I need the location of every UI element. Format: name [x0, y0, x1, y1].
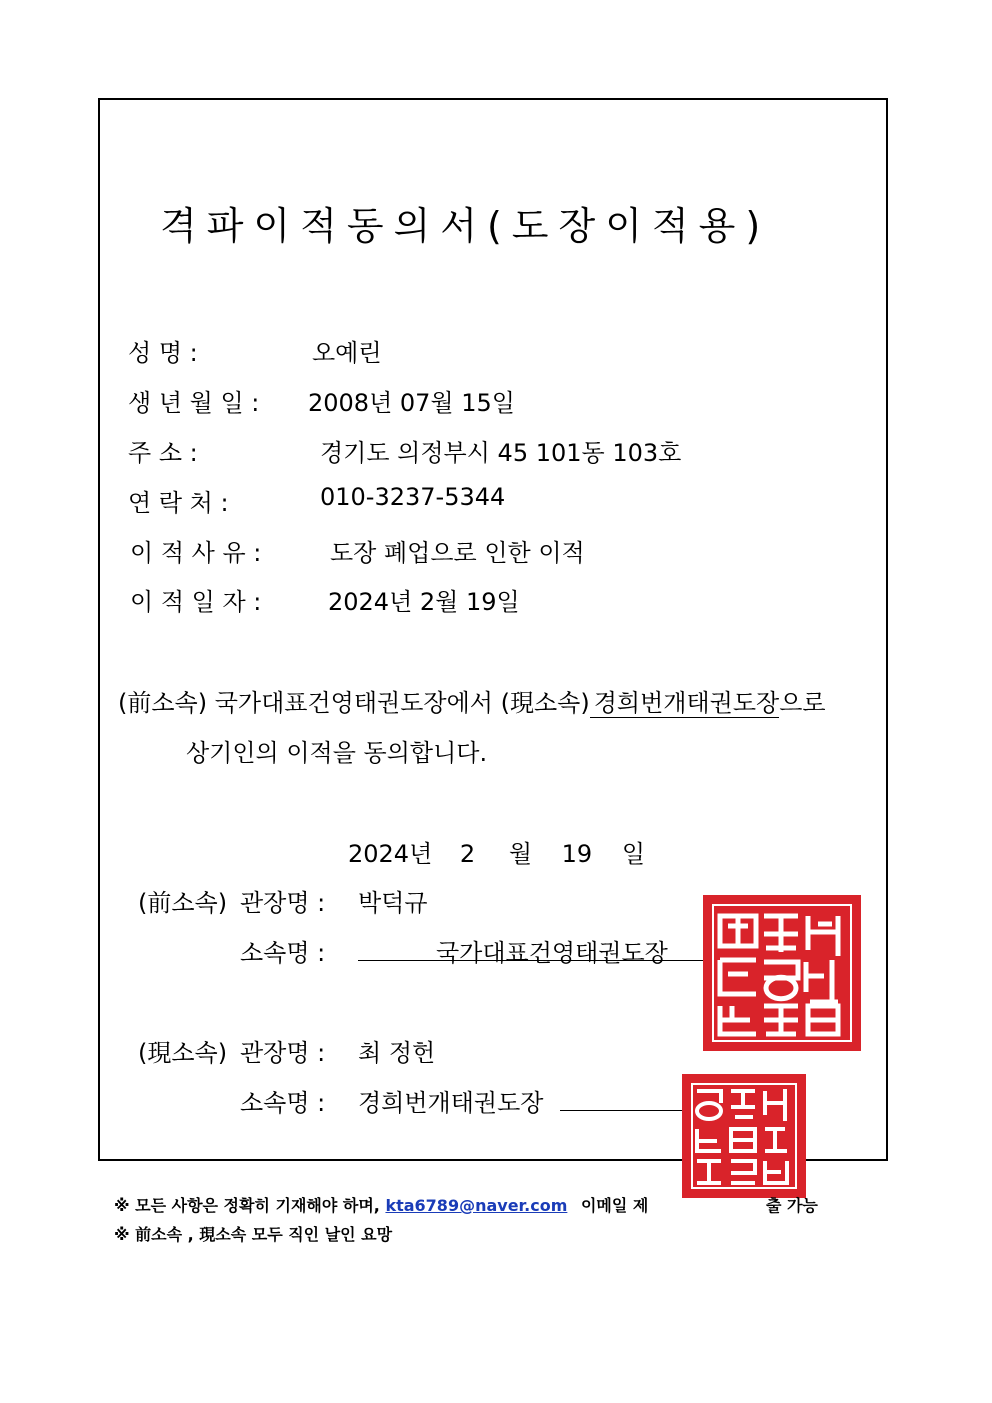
prev-affiliation-tag: (前소속)	[118, 689, 208, 717]
footnote-1-suffix: 출 가능	[765, 1196, 818, 1215]
prev-director-label: 관장명 :	[240, 889, 326, 917]
name-value: 오예린	[312, 339, 382, 367]
sign-day-unit: 일	[621, 840, 646, 868]
curr-director-label: 관장명 :	[240, 1039, 326, 1067]
sign-month: 2	[459, 840, 476, 868]
prev-gym-name: 국가대표건영태권도장에서	[214, 689, 493, 717]
curr-gym-label: 소속명 :	[240, 1089, 326, 1117]
prev-section-tag: (前소속)	[138, 889, 228, 917]
email-link[interactable]: kta6789@naver.com	[385, 1196, 568, 1215]
document-title: 격파이적동의서(도장이적용)	[160, 204, 771, 248]
address-value: 경기도 의정부시 45 101동 103호	[320, 439, 682, 467]
address-label: 주 소 :	[128, 439, 198, 467]
reason-value: 도장 폐업으로 인한 이적	[330, 539, 585, 567]
contact-label: 연 락 처 :	[128, 489, 229, 517]
curr-gym-seal	[682, 1074, 806, 1198]
curr-director-value: 최 정헌	[358, 1039, 436, 1067]
consent-line-1	[118, 683, 826, 718]
prev-gym-value: 국가대표건영태권도장	[436, 939, 668, 967]
prev-gym-seal	[703, 895, 861, 1051]
consent-line-2: 상기인의 이적을 동의합니다.	[186, 739, 488, 767]
footnote-2: ※ 前소속 , 現소속 모두 직인 날인 요망	[114, 1225, 393, 1244]
date-value: 2024년 2월 19일	[328, 588, 520, 616]
birth-label: 생 년 월 일 :	[128, 389, 260, 417]
prev-gym-label: 소속명 :	[240, 939, 326, 967]
name-label: 성 명 :	[128, 339, 198, 367]
footnote-1	[114, 1193, 818, 1216]
contact-value: 010-3237-5344	[320, 483, 506, 511]
sign-date	[348, 834, 645, 869]
sign-year: 2024년	[348, 840, 433, 868]
consent-suffix: 으로	[779, 689, 826, 717]
prev-director-value: 박덕규	[358, 889, 428, 917]
footnote-1-prefix: ※ 모든 사항은 정확히 기재해야 하며,	[114, 1196, 380, 1215]
curr-affiliation-tag: (現소속)	[500, 689, 590, 717]
footnote-1-mid: 이메일 제	[580, 1196, 649, 1215]
sign-day: 19	[561, 840, 593, 868]
curr-gym-value: 경희번개태권도장	[358, 1089, 544, 1117]
curr-seal-glyphs	[685, 1077, 803, 1195]
curr-gym-name: 경희번개태권도장	[590, 689, 779, 718]
sign-month-unit: 월	[508, 840, 533, 868]
birth-value: 2008년 07월 15일	[308, 389, 515, 417]
date-label: 이 적 일 자 :	[130, 588, 262, 616]
reason-label: 이 적 사 유 :	[130, 539, 262, 567]
curr-section-tag: (現소속)	[138, 1039, 228, 1067]
prev-seal-glyphs	[706, 898, 858, 1048]
